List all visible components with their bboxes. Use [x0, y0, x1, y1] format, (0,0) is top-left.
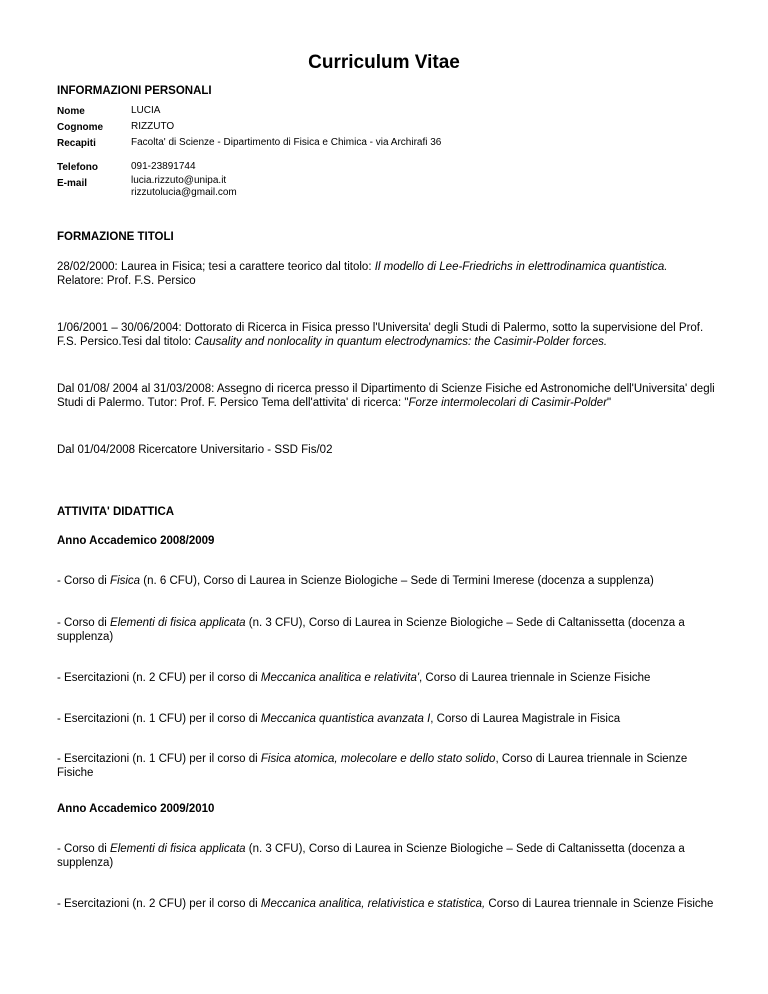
value-telefono: 091-23891744 [131, 161, 196, 172]
didattica-item: - Esercitazioni (n. 2 CFU) per il corso di Meccanica analitica, relativistica e statistica, Corso di Laurea triennale in Scienze Fisiche [57, 898, 714, 910]
section-heading-didattica: ATTIVITA' DIDATTICA [57, 506, 175, 518]
email-primary: lucia.rizzuto@unipa.it [131, 175, 227, 186]
label-recapiti: Recapiti [57, 138, 96, 149]
didattica-item: - Esercitazioni (n. 1 CFU) per il corso di Fisica atomica, molecolare e dello stato solido, Corso di Laurea triennale in Scienze Fisiche [57, 753, 688, 779]
didattica-item: - Esercitazioni (n. 1 CFU) per il corso di Meccanica quantistica avanzata I, Corso di Laurea Magistrale in Fisica [57, 713, 621, 725]
value-recapiti: Facolta' di Scienze - Dipartimento di Fisica e Chimica - via Archirafi 36 [131, 137, 442, 148]
year-heading: Anno Accademico 2008/2009 [57, 535, 215, 547]
year-heading: Anno Accademico 2009/2010 [57, 803, 215, 815]
didattica-item: - Corso di Fisica (n. 6 CFU), Corso di Laurea in Scienze Biologiche – Sede di Termini Imerese (docenza a supplenza) [57, 575, 654, 587]
label-telefono: Telefono [57, 162, 98, 173]
label-cognome: Cognome [57, 122, 104, 133]
email-secondary: rizzutolucia@gmail.com [131, 187, 237, 198]
label-email: E-mail [57, 178, 88, 189]
value-cognome: RIZZUTO [131, 121, 175, 132]
formazione-item: Dal 01/04/2008 Ricercatore Universitario - SSD Fis/02 [57, 444, 333, 456]
didattica-item: - Esercitazioni (n. 2 CFU) per il corso di Meccanica analitica e relativita', Corso di Laurea triennale in Scienze Fisiche [57, 672, 651, 684]
page-title: Curriculum Vitae [308, 52, 460, 73]
section-heading-personal: INFORMAZIONI PERSONALI [57, 85, 212, 97]
section-heading-formazione: FORMAZIONE TITOLI [57, 231, 174, 243]
formazione-item: 28/02/2000: Laurea in Fisica; tesi a carattere teorico dal titolo: Il modello di Lee-Friedrichs in elettrodinamica quantistica. Relatore: Prof. F.S. Persico [57, 261, 668, 287]
didattica-item: - Corso di Elementi di fisica applicata (n. 3 CFU), Corso di Laurea in Scienze Biologiche – Sede di Caltanissetta (docenza a supplenza) [57, 843, 685, 869]
formazione-item: 1/06/2001 – 30/06/2004: Dottorato di Ricerca in Fisica presso l'Universita' degli Studi di Palermo, sotto la supervisione del Prof. F.S. Persico.Tesi dal titolo: Causality and nonlocality in quantum electrodynamics: the Casimir-Polder forces. [57, 322, 704, 348]
formazione-item: Dal 01/08/ 2004 al 31/03/2008: Assegno di ricerca presso il Dipartimento di Scienze Fisiche ed Astronomiche dell'Universita' degli Studi di Palermo. Tutor: Prof. F. Persico Tema dell'attivita' di ricerca: "Forze intermolecolari di Casimir-Polder" [57, 383, 715, 409]
value-nome: LUCIA [131, 105, 161, 116]
didattica-item: - Corso di Elementi di fisica applicata (n. 3 CFU), Corso di Laurea in Scienze Biologiche – Sede di Caltanissetta (docenza a supplenza) [57, 617, 685, 643]
value-email [131, 175, 237, 199]
label-nome: Nome [57, 106, 85, 117]
